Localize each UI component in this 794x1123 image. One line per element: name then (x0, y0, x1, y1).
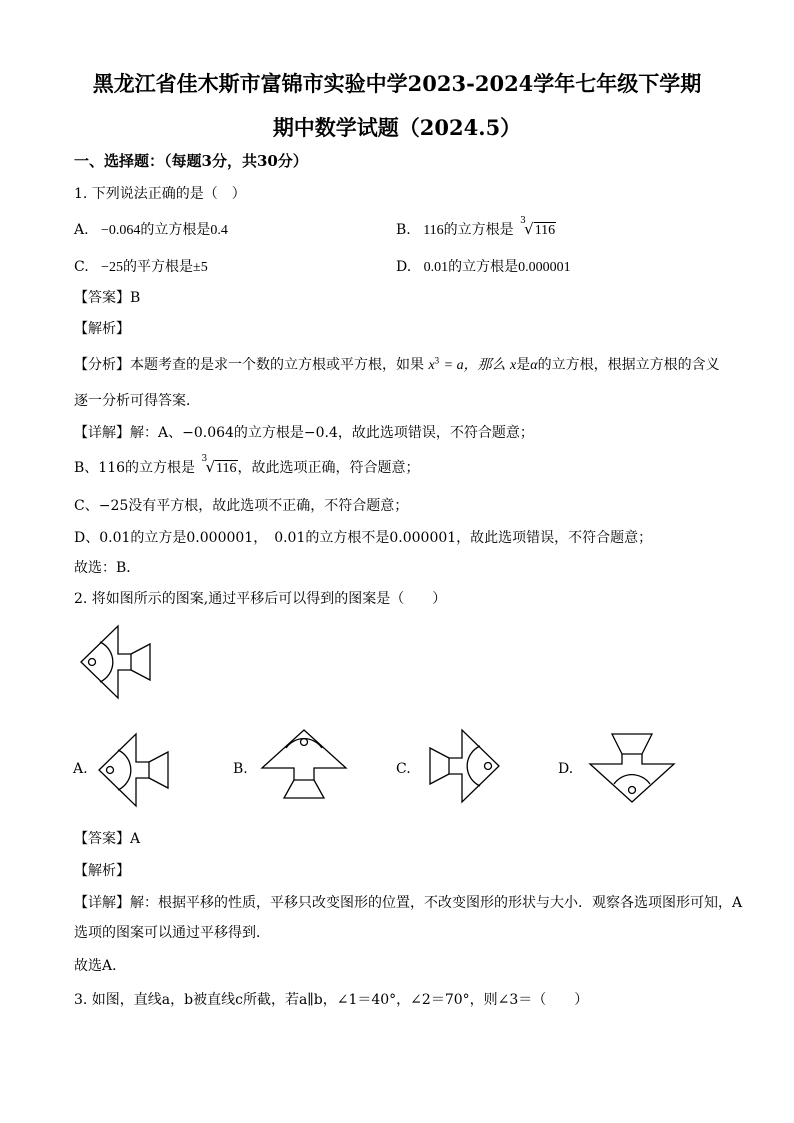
q1-option-c (74, 256, 208, 276)
q1-fenxi-text-c: 是 (516, 357, 531, 373)
q2-option-c-label: C. (396, 761, 411, 777)
q1-option-a (74, 219, 228, 239)
q1-option-b (396, 216, 556, 239)
q1-detail-b-text: B、116的立方根是 (74, 460, 196, 476)
q1-option-b-root-index: 3 (520, 216, 526, 226)
q1-detail-b-cuberoot: 3 √116 (201, 454, 237, 476)
q2-option-a-figure (94, 730, 174, 810)
q1-option-a-label: A. (74, 222, 89, 238)
page-title: 黑龙江省佳木斯市富锦市实验中学2023-2024学年七年级下学期 (92, 71, 702, 96)
q1-detail-b-radicand: 116 (216, 461, 237, 476)
q1-detail-a: 【详解】解：A、−0.064的立方根是−0.4，故此选项错误，不符合题意； (74, 425, 534, 441)
q1-fenxi-x: x (428, 358, 435, 373)
q2-detail-line2: 选项的图案可以通过平移得到． (74, 925, 270, 941)
q1-stem: 1. 下列说法正确的是（ ） (74, 186, 246, 202)
q1-option-b-cuberoot: 3 √116 (520, 216, 556, 238)
q2-answer: 【答案】A (74, 831, 141, 847)
q1-analysis-tag: 【解析】 (74, 321, 130, 337)
q1-fenxi (74, 354, 720, 374)
q1-fenxi-x2: x (510, 358, 517, 373)
q1-fenxi-line2: 逐一分析可得答案． (74, 393, 200, 409)
q1-fenxi-alpha: α (530, 358, 538, 373)
q1-fenxi-text-a: 【分析】本题考查的是求一个数的立方根或平方根，如果 (74, 357, 424, 373)
q2-option-c-figure (424, 726, 504, 806)
q1-option-b-label: B. (396, 222, 411, 238)
q3-stem: 3. 如图，直线a，b被直线c所截，若a∥b，∠1＝40°，∠2＝70°，则∠3＝（ ） (74, 992, 589, 1008)
q1-option-c-text: −25的平方根是±5 (101, 260, 208, 275)
q2-option-a-label: A. (73, 761, 88, 777)
q2-option-b-figure (258, 726, 350, 808)
q1-fenxi-text-d: 的立方根，根据立方根的含义 (537, 357, 720, 373)
q2-option-d-figure (586, 726, 678, 808)
q1-option-c-label: C. (74, 259, 89, 275)
q2-original-figure (76, 622, 156, 702)
q1-conclusion: 故选：B． (74, 560, 141, 576)
q1-detail-b (74, 454, 420, 477)
q1-answer: 【答案】B (74, 290, 141, 306)
page-subtitle: 期中数学试题（2024.5） (272, 115, 522, 140)
q1-detail-d: D、0.01的立方是0.000001， 0.01的立方根不是0.000001，故此选项错误，不符合题意； (74, 530, 653, 546)
q1-option-a-text: −0.064的立方根是0.4 (101, 223, 228, 238)
q2-detail-line1: 【详解】解：根据平移的性质，平移只改变图形的位置，不改变图形的形状与大小．观察各选项图形可知，A (74, 895, 743, 911)
q1-detail-b-text2: ，故此选项正确，符合题意； (237, 460, 420, 476)
q1-option-b-text: 116的立方根是 (423, 223, 514, 238)
q1-option-d-text: 0.01的立方根是0.000001 (423, 260, 571, 275)
q1-option-d-label: D. (396, 259, 412, 275)
q1-fenxi-text-b: = a，那么 (443, 358, 506, 373)
q2-option-b-label: B. (233, 761, 248, 777)
q1-option-d (396, 256, 571, 276)
q2-conclusion: 故选A． (74, 958, 127, 974)
section-heading: 一、选择题：（每题3分，共30分） (74, 152, 308, 170)
q1-option-b-radicand: 116 (534, 223, 556, 238)
q2-option-d-label: D. (558, 761, 574, 777)
q1-detail-b-root-index: 3 (201, 454, 208, 464)
q1-fenxi-exponent: 3 (434, 355, 440, 366)
q1-detail-c: C、−25没有平方根，故此选项不正确，不符合题意； (74, 498, 409, 514)
q2-analysis-tag: 【解析】 (74, 863, 130, 879)
q2-stem: 2. 将如图所示的图案,通过平移后可以得到的图案是（ ） (74, 591, 447, 607)
